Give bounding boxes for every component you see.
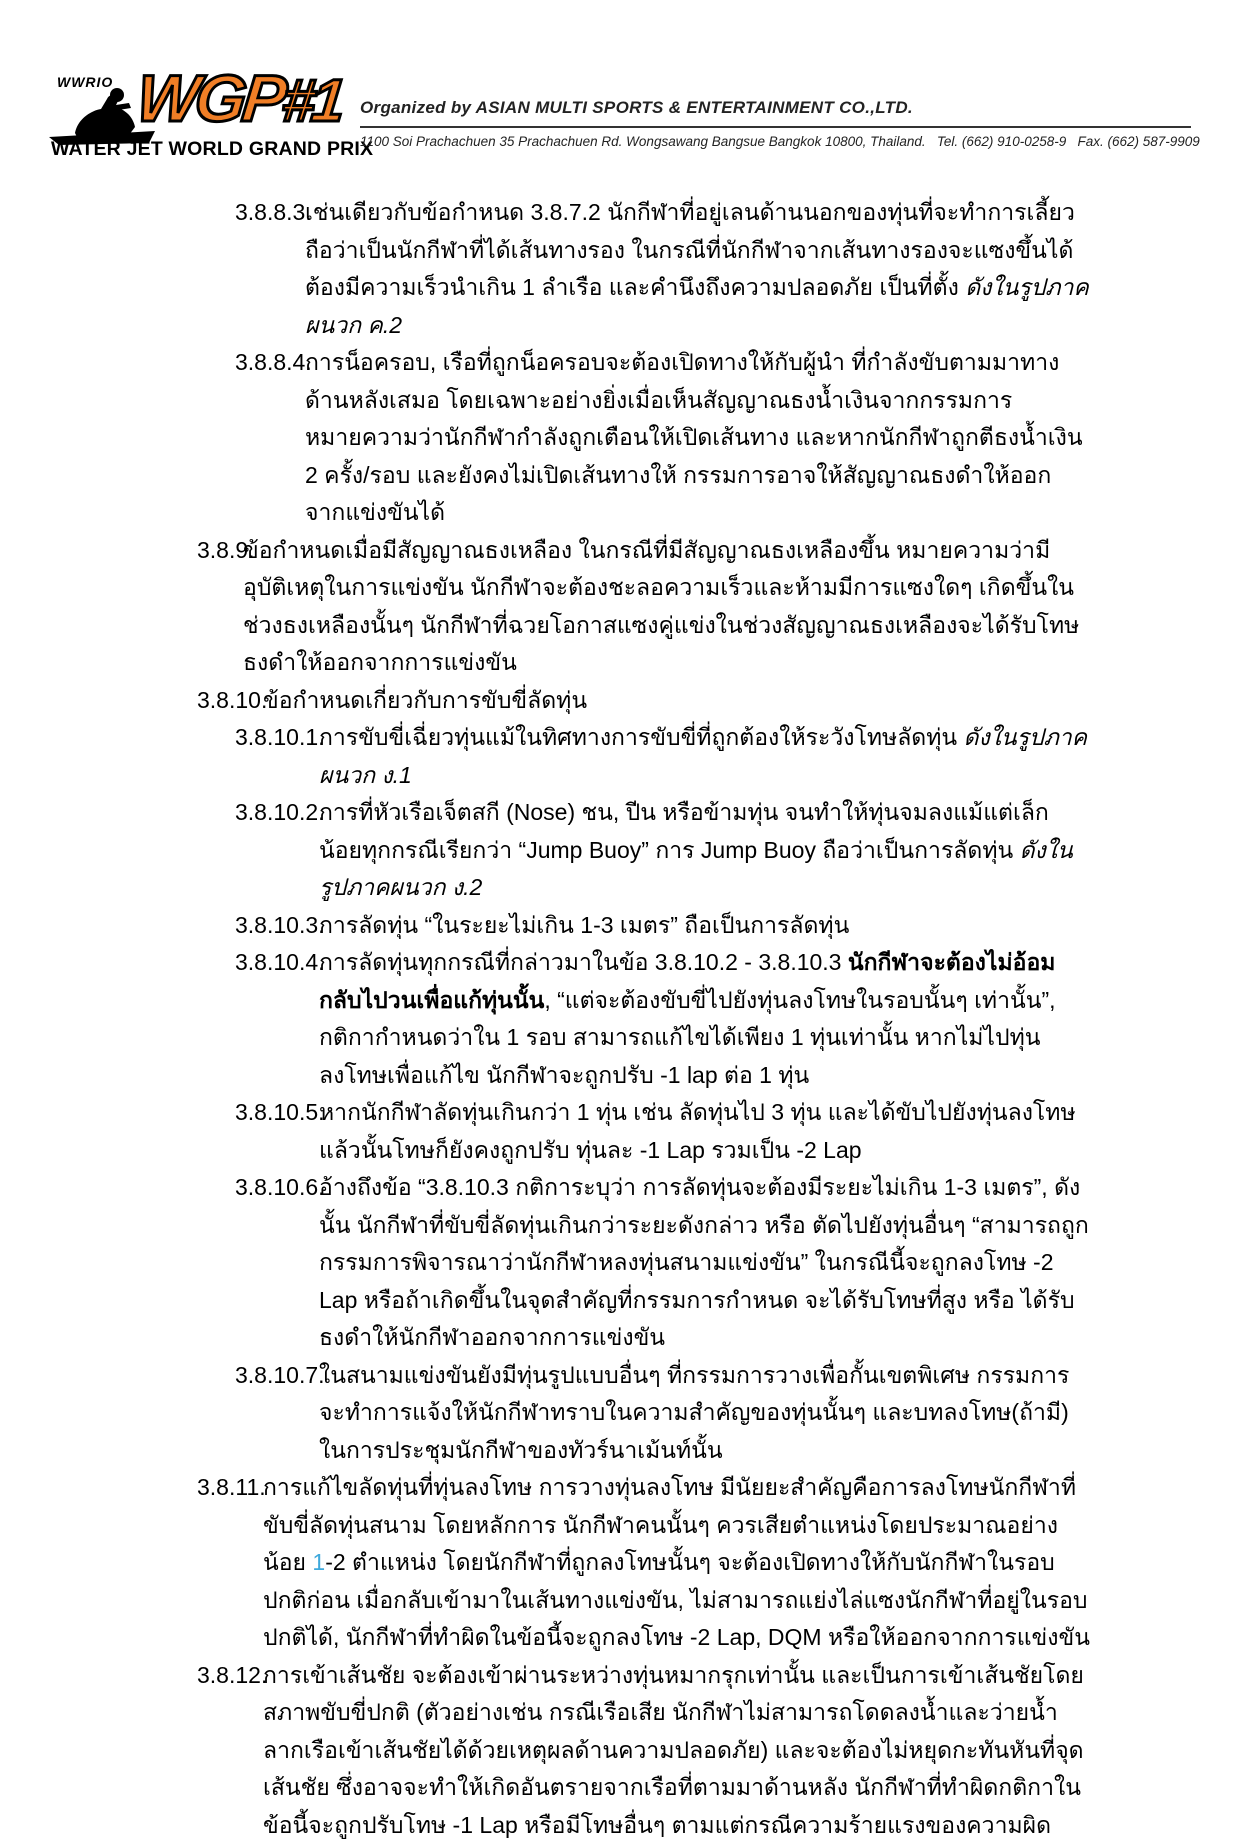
section-number: 3.8.8.4. <box>235 344 305 382</box>
doc-section <box>0 794 1091 907</box>
doc-section <box>0 719 1091 794</box>
doc-section <box>0 907 1091 945</box>
section-text <box>319 794 1091 907</box>
section-text <box>319 719 1091 794</box>
section-number: 3.8.10.7. <box>235 1357 319 1395</box>
section-text <box>243 532 1091 682</box>
text-segment-normal: , “แต่จะต้องขับขี่ไปยังทุ่นลงโทษในรอบนั้นๆ เท่านั้น”, กติกากำหนดว่าใน 1 รอบ สามารถแก้ไขได้เพียง 1 ทุ่นเท่านั้น หากไม่ไปทุ่นลงโทษเพื่อแก้ไข นักกีฬาจะถูกปรับ -1 lap ต่อ 1 ทุ่น <box>319 987 1056 1088</box>
doc-section <box>0 682 1091 720</box>
text-segment-normal: การขับขี่เฉี่ยวทุ่นแม้ในทิศทางการขับขี่ที่ถูกต้องให้ระวังโทษลัดทุ่น <box>319 724 964 750</box>
section-text <box>319 907 1091 945</box>
address-line: 1100 Soi Prachachuen 35 Prachachuen Rd. Wongsawang Bangsue Bangkok 10800, Thailand. Tel. (662) 910-0258-9 Fax. (662) 587-9909 <box>360 134 1191 149</box>
section-text <box>319 1169 1091 1357</box>
doc-section <box>0 1357 1091 1470</box>
page-header <box>0 0 1241 178</box>
section-number: 3.8.8.3. <box>235 194 305 232</box>
section-text <box>319 944 1091 1094</box>
text-segment-normal: อ้างถึงข้อ “3.8.10.3 กติการะบุว่า การลัดทุ่นจะต้องมีระยะไม่เกิน 1-3 เมตร”, ดังนั้น นักกีฬาที่ขับขี่ลัดทุ่นเกินกว่าระยะดังกล่าว หรือ ตัดไปยังทุ่นอื่นๆ “สามารถถูกกรรมการพิจารณาว่านักกีฬาหลงทุ่นสนามแข่งขัน” ในกรณีนี้จะถูกลงโทษ -2 Lap หรือถ้าเกิดขึ้นในจุดสำคัญที่กรรมการกำหนด จะได้รับโทษที่สูง หรือ ได้รับธงดำให้นักกีฬาออกจากการแข่งขัน <box>319 1174 1089 1350</box>
wgp-rank: #1 <box>279 67 345 134</box>
section-number: 3.8.10.4. <box>235 944 319 982</box>
section-text <box>263 1469 1091 1657</box>
text-segment-normal: เช่นเดียวกับข้อกำหนด 3.8.7.2 นักกีฬาที่อยู่เลนด้านนอกของทุ่นที่จะทำการเลี้ยวถือว่าเป็นนักกีฬาที่ได้เส้นทางรอง ในกรณีที่นักกีฬาจากเส้นทางรองจะแซงขึ้นได้ ต้องมีความเร็วนำเกิน 1 ลำเรือ และคำนึงถึงความปลอดภัย เป็นที่ตั้ง <box>305 199 1075 300</box>
section-text <box>305 194 1091 344</box>
doc-section <box>0 1657 1091 1844</box>
organizer-block <box>360 98 1191 149</box>
logo-subtitle: WATER JET WORLD GRAND PRIX <box>51 138 373 161</box>
section-number: 3.8.10.5. <box>235 1094 319 1132</box>
text-segment-bold: นักกีฬาจะต้องไม่อ้อมกลับไปวนเพื่อแก้ทุ่นนั้น <box>319 949 1055 1013</box>
text-segment-normal: การลัดทุ่นทุกกรณีที่กล่าวมาในข้อ 3.8.10.2 - 3.8.10.3 <box>319 949 848 975</box>
section-number: 3.8.12. <box>197 1657 263 1695</box>
section-number: 3.8.10.1. <box>235 719 319 757</box>
text-segment-normal: -2 ตำแหน่ง โดยนักกีฬาที่ถูกลงโทษนั้นๆ จะต้องเปิดทางให้กับนักกีฬาในรอบปกติก่อน เมื่อกลับเข้ามาในเส้นทางแข่งขัน, ไม่สามารถแย่งไล่แซงนักกีฬาที่อยู่ในรอบปกติได้, นักกีฬาที่ทำผิดในข้อนี้จะถูกลงโทษ -2 Lap, DQM หรือให้ออกจากการแข่งขัน <box>263 1549 1090 1650</box>
text-segment-italic: ดังในรูปภาคผนวก ง.2 <box>319 837 1073 901</box>
text-segment-normal: ข้อกำหนดเกี่ยวกับการขับขี่ลัดทุ่น <box>263 687 587 713</box>
document-body <box>0 178 1241 1844</box>
doc-section <box>0 1094 1091 1169</box>
text-segment-normal: การแก้ไขลัดทุ่นที่ทุ่นลงโทษ การวางทุ่นลงโทษ มีนัยยะสำคัญคือการลงโทษนักกีฬาที่ขับขี่ลัดทุ่นสนาม โดยหลักการ นักกีฬาคนนั้นๆ ควรเสียตำแหน่งโดยประมาณอย่างน้อย <box>263 1474 1076 1575</box>
organizer-line: Organized by ASIAN MULTI SPORTS & ENTERTAINMENT CO.,LTD. <box>360 98 1191 118</box>
section-number: 3.8.10.2. <box>235 794 319 832</box>
doc-section <box>0 194 1091 344</box>
wwrio-wordmark: WWRIO <box>57 74 113 90</box>
section-text <box>319 1357 1091 1470</box>
doc-section <box>0 944 1091 1094</box>
section-text <box>263 1657 1091 1844</box>
wgp-wordmark: WGP#1 <box>133 60 345 136</box>
section-text <box>305 344 1091 532</box>
wgp-logo <box>45 52 360 164</box>
text-segment-normal: ในสนามแข่งขันยังมีทุ่นรูปแบบอื่นๆ ที่กรรมการวางเพื่อกั้นเขตพิเศษ กรรมการจะทำการแจ้งให้นักกีฬาทราบในความสำคัญของทุ่นนั้นๆ และบทลงโทษ(ถ้ามี) ในการประชุมนักกีฬาของทัวร์นาเม้นท์นั้น <box>319 1362 1069 1463</box>
header-divider <box>360 126 1191 128</box>
section-number: 3.8.10. <box>197 682 263 720</box>
section-number: 3.8.10.6. <box>235 1169 319 1207</box>
section-number: 3.8.10.3. <box>235 907 319 945</box>
text-segment-normal: การลัดทุ่น “ในระยะไม่เกิน 1-3 เมตร” ถือเป็นการลัดทุ่น <box>319 912 849 938</box>
section-text <box>319 1094 1091 1169</box>
section-number: 3.8.9. <box>197 532 243 570</box>
doc-section <box>0 532 1091 682</box>
section-number: 3.8.11. <box>197 1469 263 1507</box>
doc-section <box>0 344 1091 532</box>
doc-section <box>0 1169 1091 1357</box>
text-segment-normal: หากนักกีฬาลัดทุ่นเกินกว่า 1 ทุ่น เช่น ลัดทุ่นไป 3 ทุ่น และได้ขับไปยังทุ่นลงโทษแล้วนั้นโทษก็ยังคงถูกปรับ ทุ่นละ -1 Lap รวมเป็น -2 Lap <box>319 1099 1076 1163</box>
section-text <box>263 682 1091 720</box>
text-segment-blue: 1 <box>312 1549 325 1575</box>
text-segment-normal: การที่หัวเรือเจ็ตสกี (Nose) ชน, ปีน หรือข้ามทุ่น จนทำให้ทุ่นจมลงแม้แต่เล็กน้อยทุกกรณีเรียกว่า “Jump Buoy” การ Jump Buoy ถือว่าเป็นการลัดทุ่น <box>319 799 1049 863</box>
text-segment-normal: ข้อกำหนดเมื่อมีสัญญาณธงเหลือง ในกรณีที่มีสัญญาณธงเหลืองขึ้น หมายความว่ามีอุบัติเหตุในการแข่งขัน นักกีฬาจะต้องชะลอความเร็วและห้ามมีการแซงใดๆ เกิดขึ้นในช่วงธงเหลืองนั้นๆ นักกีฬาที่ฉวยโอกาสแซงคู่แข่งในช่วงสัญญาณธงเหลืองจะได้รับโทษธงดำให้ออกจากการแข่งขัน <box>243 537 1079 676</box>
doc-section <box>0 1469 1091 1657</box>
text-segment-italic: ดังในรูปภาคผนวก ค.2 <box>305 274 1089 338</box>
text-segment-normal: การเข้าเส้นชัย จะต้องเข้าผ่านระหว่างทุ่นหมากรุกเท่านั้น และเป็นการเข้าเส้นชัยโดยสภาพขับขี่ปกติ (ตัวอย่างเช่น กรณีเรือเสีย นักกีฬาไม่สามารถโดดลงน้ำและว่ายน้ำลากเรือเข้าเส้นชัยได้ด้วยเหตุผลด้านความปลอดภัย) และจะต้องไม่หยุดกะทันหันที่จุดเส้นชัย ซึ่งอาจจะทำให้เกิดอันตรายจากเรือที่ตามมาด้านหลัง นักกีฬาที่ทำผิดกติกาในข้อนี้จะถูกปรับโทษ -1 Lap หรือมีโทษอื่นๆ ตามแต่กรณีความร้ายแรงของความผิด <box>263 1662 1084 1838</box>
text-segment-normal: การน็อครอบ, เรือที่ถูกน็อครอบจะต้องเปิดทางให้กับผู้นำ ที่กำลังขับตามมาทางด้านหลังเสมอ โดยเฉพาะอย่างยิ่งเมื่อเห็นสัญญาณธงน้ำเงินจากกรรมการ หมายความว่านักกีฬากำลังถูกเตือนให้เปิดเส้นทาง และหากนักกีฬาถูกตีธงน้ำเงิน 2 ครั้ง/รอบ และยังคงไม่เปิดเส้นทางให้ กรรมการอาจให้สัญญาณธงดำให้ออกจากแข่งขันได้ <box>305 349 1083 525</box>
text-segment-italic: ดังในรูปภาคผนวก ง.1 <box>319 724 1087 788</box>
